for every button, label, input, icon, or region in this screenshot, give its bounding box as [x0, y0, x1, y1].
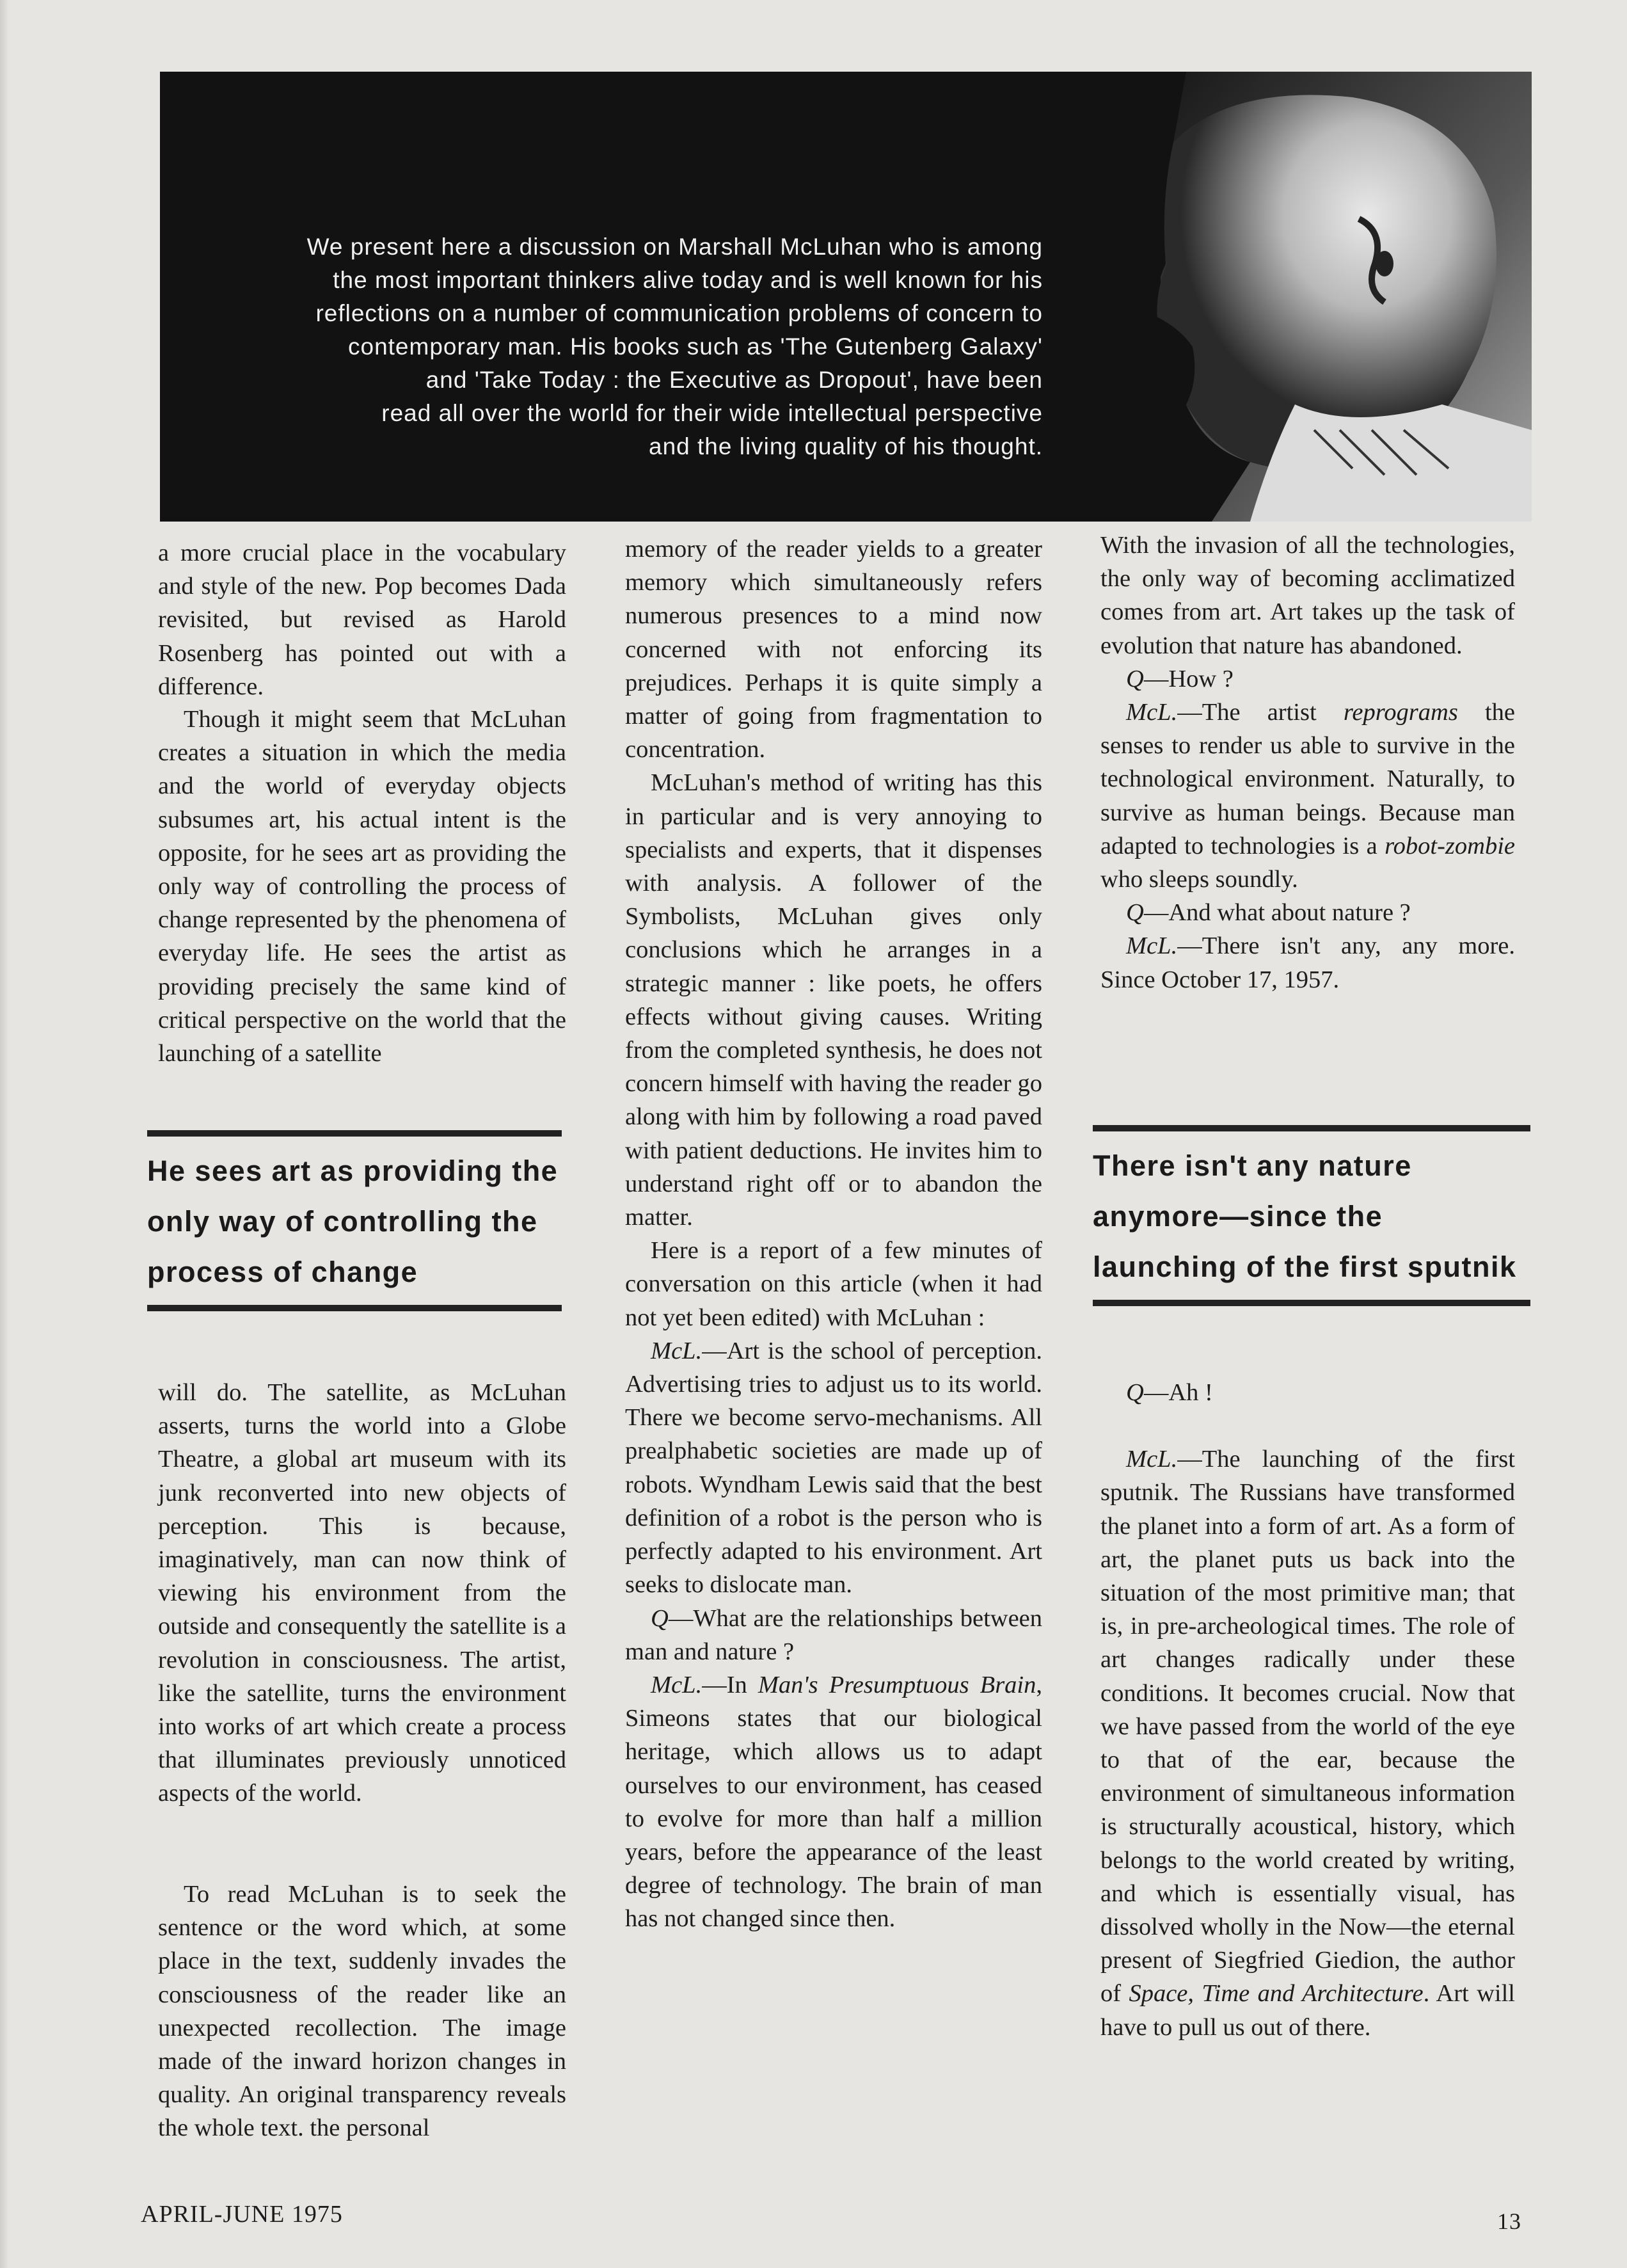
paragraph-text: who sleeps soundly. — [1100, 866, 1298, 893]
paragraph-text: —The launching of the first sputnik. The Russians have transformed the planet into a form of art. As a form of art, the planet puts us back into the situation of the most primitive man; that is, in pre-archeological times. The role of art changes radically under these conditions. It becomes crucial. Now that we have passed from the world of the eye to that of the ear, because the environment of simultaneous information is structurally acoustical, history, which belongs to the world created by writing, and which is essentially visual, has dissolved wholly in the Now—the eternal present of Siegfried Giedion, the author of — [1100, 1446, 1515, 2008]
intro-line: We present here a discussion on Marshall McLuhan who is among — [306, 234, 1043, 260]
paragraph — [625, 1602, 1042, 1668]
rule — [147, 1305, 562, 1311]
paragraph: will do. The satellite, as McLuhan asserts, turns the world into a Globe Theatre, a global art museum with its junk reconverted into new objects of perception. This is because, imaginatively, man can now think of viewing his environment from the outside and consequently the satellite is a revolution in consciousness. The artist, like the satellite, turns the environment into works of art which create a process that illuminates previously unnoticed aspects of the world. — [158, 1379, 566, 1807]
paragraph-text: —How ? — [1143, 665, 1234, 692]
paragraph — [1100, 1376, 1515, 1409]
rule — [147, 1130, 562, 1137]
paragraph-text: —In — [702, 1671, 758, 1698]
rule — [1093, 1300, 1530, 1306]
page-number: 13 — [1497, 2208, 1521, 2234]
paragraph-text: —The artist — [1177, 699, 1344, 726]
speaker-label: McL. — [1126, 932, 1178, 960]
paragraph: Though it might seem that McLuhan creates a situation in which the media and the world of everyday objects subsumes art, his actual intent is the opposite, for he sees art as providing the only way of controlling the process of change represented by the phenomena of everyday life. He sees the artist as providing precisely the same kind of critical perspective on the world that the launching of a satellite — [158, 706, 566, 1067]
paragraph-text: . Art will have to pull us out of there. — [1100, 1980, 1515, 2041]
intro-line: and the living quality of his thought. — [649, 433, 1043, 459]
pull-quote-text: There isn't any nature anymore—since the launching of the first sputnik — [1093, 1149, 1517, 1283]
speaker-label: McL. — [651, 1671, 702, 1698]
paragraph — [1100, 1442, 1515, 2044]
speaker-label: McL. — [651, 1337, 702, 1364]
emphasis: robot-zombie — [1385, 832, 1515, 859]
paragraph — [625, 1668, 1042, 1936]
issue-date: APRIL-JUNE 1975 — [141, 2201, 343, 2228]
paragraph: To read McLuhan is to seek the sentence or the word which, at some place in the text, suddenly invades the consciousness of the reader like an unexpected recollection. The image made of the inward horizon changes in quality. An original transparency reveals the whole text. the personal — [158, 1881, 566, 2142]
paragraph-text: —What are the relationships between man and nature ? — [625, 1604, 1042, 1665]
emphasis: reprograms — [1343, 699, 1458, 726]
speaker-label: Q — [651, 1604, 669, 1632]
speaker-label: McL. — [1126, 699, 1178, 726]
rule — [1093, 1125, 1530, 1131]
header-banner — [160, 72, 1532, 522]
page-edge-shadow — [0, 0, 9, 2268]
paragraph: Here is a report of a few minutes of conversation on this article (when it had not yet been edited) with McLuhan : — [625, 1237, 1042, 1331]
paragraph — [1100, 896, 1515, 929]
paragraph-text: —Ah ! — [1143, 1379, 1213, 1406]
speaker-label: Q — [1126, 1379, 1144, 1406]
paragraph-text: —And what about nature ? — [1143, 899, 1411, 927]
mcluhan-portrait-photo — [1084, 72, 1532, 522]
intro-text — [160, 230, 1043, 463]
intro-line: contemporary man. His books such as 'The Gutenberg Galaxy' — [348, 333, 1043, 360]
paragraph: McLuhan's method of writing has this in particular and is very annoying to specialists and experts, that it dispenses with analysis. A follower of the Symbolists, McLuhan gives only conclusions which he arranges in a strategic manner : like poets, he offers effects without giving causes. Writing from the completed synthesis, he does not concern himself with having the reader go along with him by following a road paved with patient deductions. He invites him to understand right off or to abandon the matter. — [625, 769, 1042, 1231]
pull-quote-1 — [147, 1130, 562, 1311]
paragraph: memory of the reader yields to a greater memory which simultaneously refers numerous presences to a mind now concerned with not enforcing its prejudices. Perhaps it is quite simply a matter of going from fragmentation to concentration. — [625, 536, 1042, 763]
intro-line: the most important thinkers alive today and is well known for his — [333, 267, 1043, 293]
book-title: Man's Presumptuous Brain — [758, 1671, 1036, 1698]
paragraph: With the invasion of all the technologies, the only way of becoming acclimatized comes from art. Art takes up the task of evolution that nature has abandoned. — [1100, 532, 1515, 659]
intro-line: and 'Take Today : the Executive as Dropout', have been — [425, 367, 1043, 393]
paragraph — [1100, 696, 1515, 896]
intro-line: reflections on a number of communication problems of concern to — [315, 300, 1043, 326]
paragraph — [1100, 929, 1515, 996]
paragraph: a more crucial place in the vocabulary and style of the new. Pop becomes Dada revisited, but revised as Harold Rosenberg has pointed out with a difference. — [158, 539, 566, 700]
speaker-label: Q — [1126, 665, 1144, 692]
book-title: Space, Time and Architecture — [1129, 1980, 1424, 2008]
intro-line: read all over the world for their wide intellectual perspective — [381, 400, 1043, 426]
paragraph-text: —Art is the school of perception. Advertising tries to adjust us to its world. There we become servo-mechanisms. All prealphabetic societies are made up of robots. Wyndham Lewis said that the best definition of a robot is the person who is perfectly adapted to his environment. Art seeks to dislocate man. — [625, 1337, 1042, 1599]
pull-quote-text: He sees art as providing the only way of controlling the process of change — [147, 1154, 559, 1288]
paragraph — [625, 1334, 1042, 1602]
speaker-label: McL. — [1126, 1446, 1178, 1473]
speaker-label: Q — [1126, 899, 1144, 927]
paragraph-text: the senses to render us able to survive in the technological environment. Naturally, to survive as human beings. Because man adapted to technologies is a — [1100, 699, 1515, 859]
pull-quote-2 — [1093, 1125, 1530, 1306]
paragraph-text: —There isn't any, any more. Since October 17, 1957. — [1100, 932, 1515, 993]
paragraph — [1100, 662, 1515, 696]
paragraph-text: , Simeons states that our biological heritage, which allows us to adapt ourselves to our environment, has ceased to evolve for more than half a million years, before the appearance of the least degree of technology. The brain of man has not changed since then. — [625, 1671, 1042, 1933]
